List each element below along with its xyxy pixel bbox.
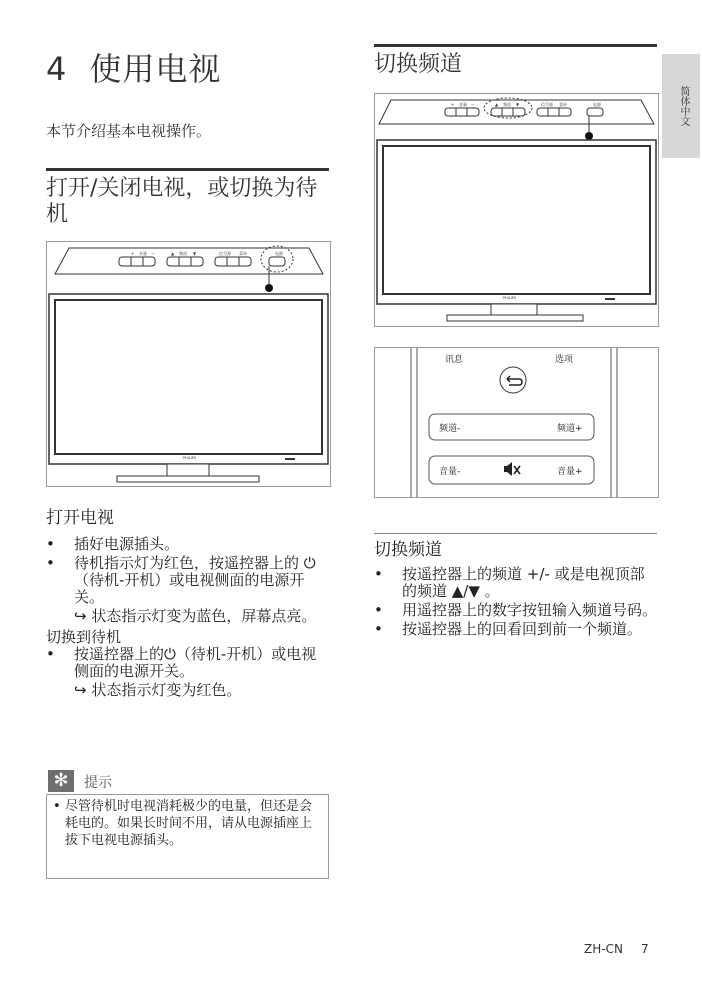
remote-info-label: 讯息 <box>445 355 464 365</box>
list-item: • 按遥控器上的频道 +/- 或是电视顶部的频道 ▲/▼ 。 <box>374 565 645 600</box>
remote-ch-plus: 频道+ <box>557 424 583 434</box>
tv-down-label: ▼ <box>193 251 197 256</box>
tv-plus-label: + <box>131 251 135 256</box>
language-tab-label: 简体中文 <box>678 86 689 126</box>
tv2-power-label: 电源 <box>593 102 601 107</box>
tv2-up-label: ▲ <box>495 102 499 107</box>
tv2-menu-label: 菜单 <box>559 102 567 107</box>
remote-vol-plus: 音量+ <box>557 467 583 477</box>
tv-channel-label: 频道 <box>179 251 187 256</box>
tv-volume-label: 音量 <box>139 251 147 256</box>
standby-heading: 切换到待机 <box>46 628 122 646</box>
power-instructions <box>46 536 329 701</box>
footer-locale: ZH-CN <box>584 942 623 956</box>
list-item: • 按遥控器上的⏻（待机-开机）或电视侧面的电源开关。 ↪ 状态指示灯变为红色。 <box>46 645 317 699</box>
channel-heading: 切换频道 <box>374 540 442 560</box>
channel-instructions <box>374 566 657 640</box>
list-item: • 插好电源插头。 <box>46 535 180 553</box>
tv-minus-label: − <box>151 251 155 256</box>
tip-box: ✻ 提示 • 尽管待机时电视消耗极少的电量，但还是会耗电的。如果长时间不用，请从电源插座上拔下电视电源插头。 <box>46 768 329 879</box>
subsection-rule <box>374 533 657 534</box>
remote-figure <box>374 347 659 498</box>
tip-icon: ✻ <box>48 770 74 792</box>
list-item: • 按遥控器上的回看回到前一个频道。 <box>374 620 643 638</box>
channel-section-title: 切换频道 <box>374 52 463 77</box>
standby-result: 状态指示灯变为红色。 <box>91 681 242 699</box>
chapter-title-text: 使用电视 <box>89 50 222 88</box>
tv-power-label: 电源 <box>275 251 283 256</box>
list-item: • 用遥控器上的数字按钮输入频道号码。 <box>374 601 658 619</box>
page-number: 7 <box>640 942 649 956</box>
remote-vol-minus: 音量- <box>439 467 461 477</box>
chapter-intro: 本节介绍基本电视操作。 <box>46 122 212 140</box>
tv-source-label: 信号源 <box>219 251 231 256</box>
tv2-brand: PHILIPS <box>503 296 517 300</box>
section-rule <box>46 168 329 171</box>
tv-brand: PHILIPS <box>183 456 197 460</box>
turn-on-heading: 打开电视 <box>46 508 114 528</box>
tv2-down-label: ▼ <box>516 102 520 107</box>
tv-menu-label: 菜单 <box>239 251 247 256</box>
tv2-minus-label: − <box>471 102 475 107</box>
tip-label: 提示 <box>84 775 112 791</box>
tv-up-label: ▲ <box>171 251 175 256</box>
chapter-title <box>46 44 221 90</box>
tv2-volume-label: 音量 <box>459 102 467 107</box>
power-section-title: 打开/关闭电视，或切换为待机 <box>46 176 318 227</box>
tv-channel-figure <box>374 93 659 327</box>
remote-options-label: 选项 <box>555 355 574 365</box>
tv2-channel-label: 频道 <box>503 102 511 107</box>
section-rule <box>374 44 657 47</box>
page-footer <box>584 942 649 956</box>
tv-power-figure <box>46 241 331 487</box>
tv2-source-label: 信号源 <box>541 102 553 107</box>
language-tab <box>662 54 700 158</box>
tip-text: 尽管待机时电视消耗极少的电量，但还是会耗电的。如果长时间不用，请从电源插座上拔下电视电源插头。 <box>65 799 313 848</box>
chapter-number: 4 <box>46 50 68 88</box>
turn-on-result: 状态指示灯变为蓝色，屏幕点亮。 <box>91 607 317 625</box>
remote-ch-minus: 频道- <box>439 424 461 434</box>
list-item: • 待机指示灯为红色，按遥控器上的 ⏻（待机-开机）或电视侧面的电源开关。 ↪ 状态指示灯变为蓝色，屏幕点亮。 <box>46 554 317 625</box>
tv2-plus-label: + <box>451 102 455 107</box>
